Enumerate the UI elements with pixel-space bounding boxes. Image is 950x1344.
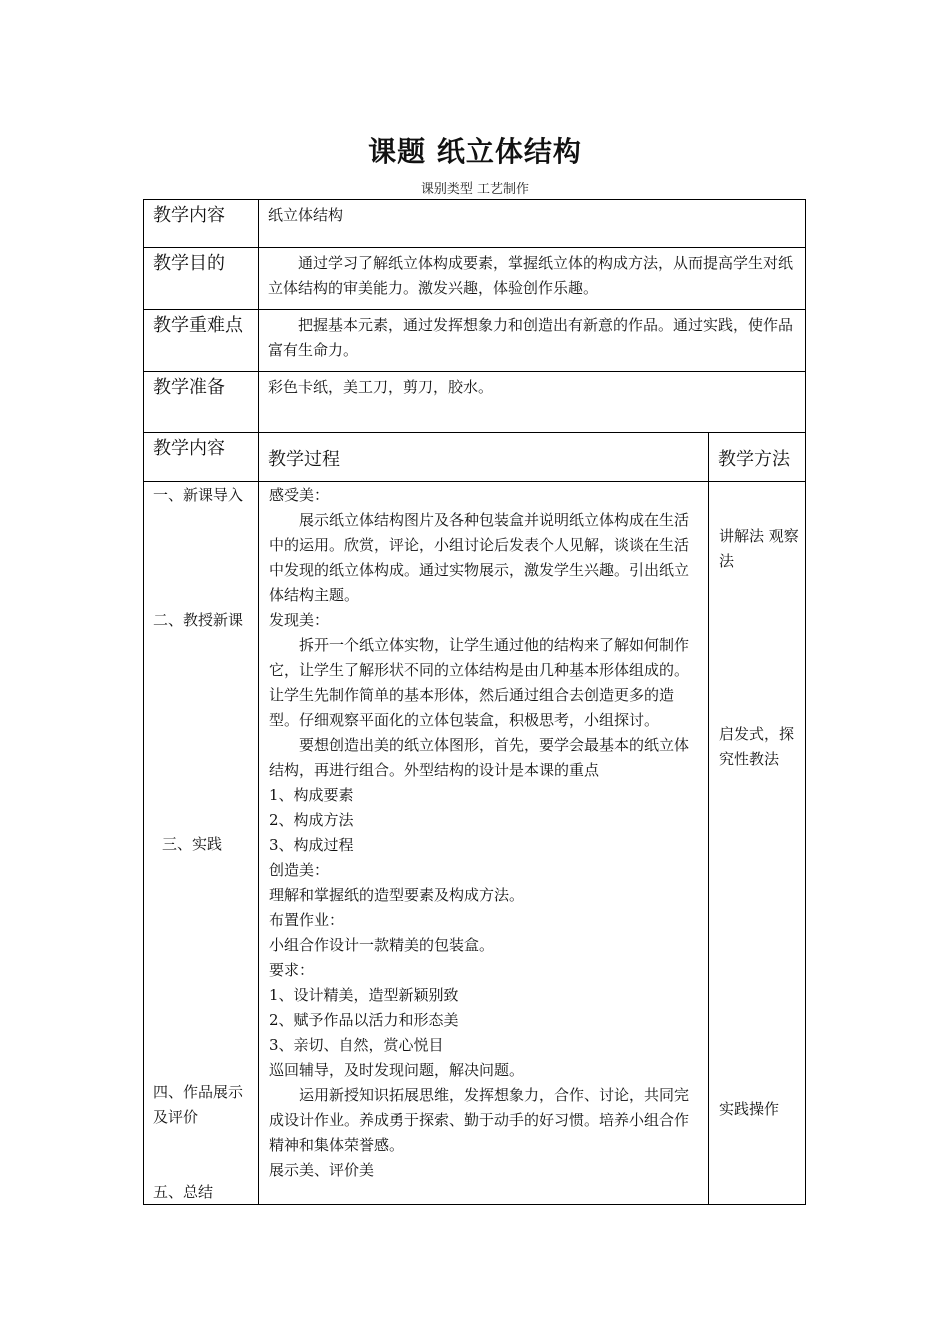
label-keypoints: 教学重难点 — [144, 310, 259, 372]
process-line: 2、构成方法 — [269, 811, 354, 829]
process-line: 拆开一个纸立体实物，让学生通过他的结构来了解如何制作它，让学生了解形状不同的立体结构是由几种基本形体组成的。让学生先制作简单的基本形体，然后通过组合去创造更多的造型。仔细观察平面化的立体包装盒，积极思考，小组探讨。 — [269, 636, 690, 729]
stage-display: 四、作品展示及评价 — [153, 1083, 244, 1126]
process-line: 展示纸立体结构图片及各种包装盒并说明纸立体构成在生活中的运用。欣赏，评论，小组讨论后发表个人见解，谈谈在生活中发现的纸立体构成。通过实物展示，激发学生兴趣。引出纸立体结构主题。 — [269, 511, 690, 604]
process-line: 小组合作设计一款精美的包装盒。 — [269, 936, 495, 954]
header-process: 教学过程 — [259, 433, 709, 482]
row-keypoints — [144, 310, 806, 372]
lesson-plan-table — [143, 199, 806, 1205]
body-row — [144, 482, 806, 1205]
header-row — [144, 433, 806, 482]
stages-cell — [144, 482, 259, 1205]
row-goal — [144, 248, 806, 310]
process-line: 布置作业： — [269, 911, 345, 929]
label-prep: 教学准备 — [144, 372, 259, 433]
process-line: 运用新授知识拓展思维，发挥想象力，合作、讨论，共同完成设计作业。养成勇于探索、勤于动手的好习惯。培养小组合作精神和集体荣誉感。 — [269, 1086, 690, 1154]
value-prep: 彩色卡纸，美工刀，剪刀，胶水。 — [259, 372, 806, 433]
value-goal: 通过学习了解纸立体构成要素，掌握纸立体的构成方法，从而提高学生对纸立体结构的审美能力。激发兴趣，体验创作乐趣。 — [259, 248, 806, 310]
row-content — [144, 200, 806, 248]
stage-intro: 一、新课导入 — [153, 486, 244, 504]
process-line: 3、构成过程 — [269, 836, 354, 854]
label-goal: 教学目的 — [144, 248, 259, 310]
value-content: 纸立体结构 — [259, 200, 806, 248]
process-line: 3、亲切、自然，赏心悦目 — [269, 1036, 444, 1054]
method-practice: 实践操作 — [719, 1100, 780, 1118]
method-explain: 讲解法 观察法 — [719, 527, 799, 570]
row-prep — [144, 372, 806, 433]
process-line: 要想创造出美的纸立体图形，首先，要学会最基本的纸立体结构，再进行组合。外型结构的设计是本课的重点 — [269, 736, 690, 779]
page-title: 课题 纸立体结构 — [368, 135, 582, 168]
value-keypoints: 把握基本元素，通过发挥想象力和创造出有新意的作品。通过实践，使作品富有生命力。 — [259, 310, 806, 372]
methods-cell — [709, 482, 806, 1205]
method-inspire: 启发式，探究性教法 — [719, 725, 795, 768]
process-line: 2、赋予作品以活力和形态美 — [269, 1011, 459, 1029]
header-content: 教学内容 — [144, 433, 259, 482]
process-line: 1、构成要素 — [269, 786, 354, 804]
process-line: 巡回辅导，及时发现问题，解决问题。 — [269, 1061, 525, 1079]
process-line: 创造美： — [269, 861, 330, 879]
process-cell — [259, 482, 709, 1205]
process-line: 发现美： — [269, 611, 330, 629]
process-line: 1、设计精美，造型新颖别致 — [269, 986, 459, 1004]
process-line: 感受美： — [269, 486, 330, 504]
stage-practice: 三、实践 — [162, 835, 223, 853]
stage-new: 二、教授新课 — [153, 611, 244, 629]
header-method: 教学方法 — [709, 433, 806, 482]
process-line: 展示美、评价美 — [269, 1161, 375, 1179]
stage-summary: 五、总结 — [153, 1183, 214, 1201]
label-content: 教学内容 — [144, 200, 259, 248]
process-line: 要求： — [269, 961, 315, 979]
lesson-type: 课别类型 工艺制作 — [420, 182, 530, 197]
process-line: 理解和掌握纸的造型要素及构成方法。 — [269, 886, 525, 904]
